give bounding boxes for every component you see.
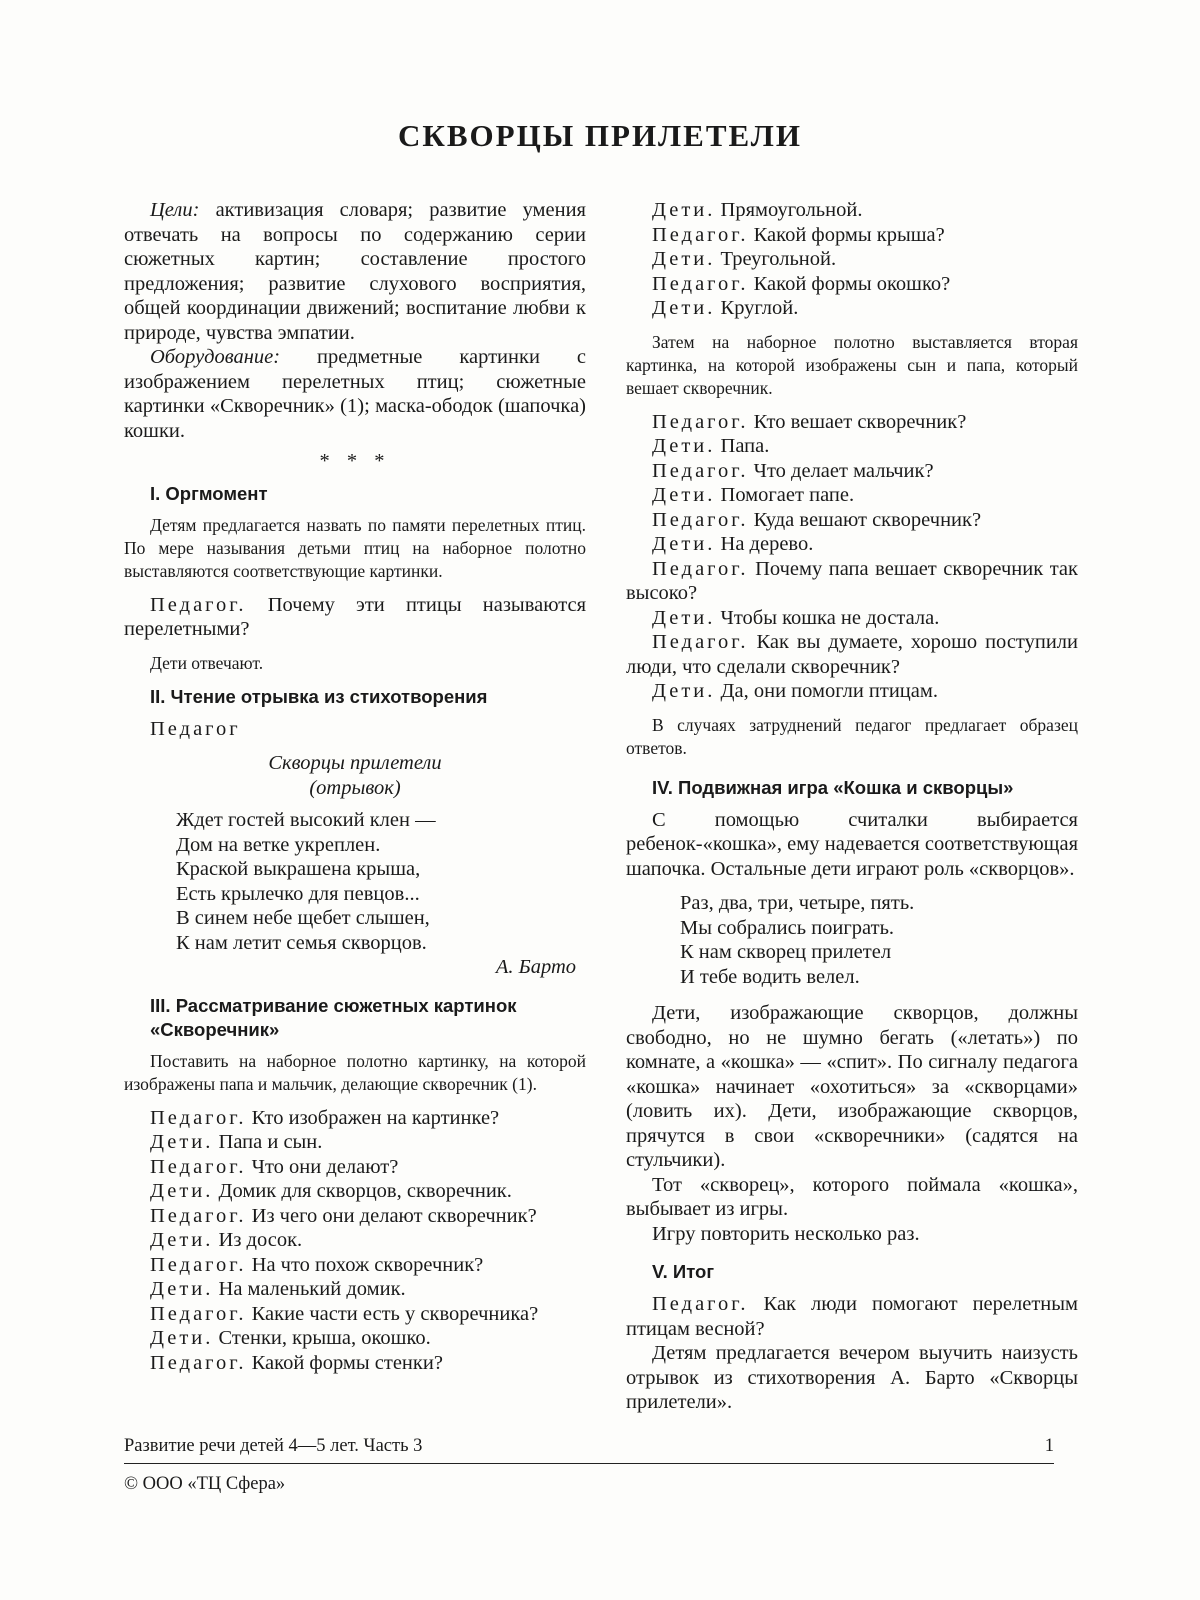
dialogue-line [626, 247, 1078, 272]
line-text: Какой формы окошко? [748, 272, 951, 295]
goals-text: активизация словаря; развитие умения отвечать на вопросы по содержанию серии сюжетных картин; составление простого предложения; развитие слухового восприятия, общей координации движений; воспитание любви к природе, чувства эмпатии. [124, 199, 586, 344]
line-text: Помогает папе. [715, 484, 855, 506]
line-text: Круглой. [715, 297, 799, 319]
line-text: Домик для скворцов, скворечник. [213, 1180, 512, 1202]
section-3-heading: III. Рассматривание сюжетных картинок «Скворечник» [150, 994, 517, 1040]
dialogue-line [626, 410, 1078, 435]
dialogue-line [124, 1253, 586, 1278]
speaker: Дети. [652, 680, 716, 702]
rhyme-line: Раз, два, три, четыре, пять. [680, 892, 915, 914]
speaker: Дети. [150, 1327, 214, 1349]
dialogue-line [626, 223, 1078, 248]
speaker: Дети. [652, 606, 716, 629]
speaker: Педагог. [150, 1106, 247, 1129]
dialogue-line [626, 272, 1078, 297]
poem-line: Есть крылечко для певцов... [176, 882, 420, 905]
equipment-label: Оборудование: [150, 346, 281, 368]
line-text: Из чего они делают скворечник? [246, 1204, 537, 1227]
page-footer [124, 1436, 1054, 1495]
line-text: Как люди помогают перелетным птицам весной? [626, 1293, 1078, 1340]
line-text: Папа. [715, 435, 770, 457]
book-title: Развитие речи детей 4—5 лет. Часть 3 [124, 1436, 423, 1456]
right-column [626, 198, 1078, 1415]
line-text: На маленький домик. [213, 1278, 406, 1300]
section-4-rule-2: Тот «скворец», которого поймала «кошка», выбывает из игры. [626, 1173, 1078, 1220]
speaker: Дети. [150, 1131, 214, 1153]
dialogue-line [124, 1326, 586, 1351]
speaker: Педагог. [652, 1293, 749, 1315]
line-text: Стенки, крыша, окошко. [213, 1327, 431, 1349]
dialogue-line [626, 459, 1078, 484]
poem-line: Ждет гостей высокий клен — [176, 809, 436, 831]
dialogue-line [626, 483, 1078, 508]
speaker: Педагог. [652, 272, 749, 295]
section-4-intro: С помощью считалки выбирается ребенок-«кошка», ему надевается соответствующая шапочка. Остальные дети играют роль «скворцов». [626, 808, 1078, 880]
section-5-task: Детям предлагается вечером выучить наизусть отрывок из стихотворения А. Барто «Скворцы прилетели». [626, 1342, 1078, 1413]
section-1-heading: I. Оргмомент [150, 482, 268, 504]
footer-row [124, 1436, 1054, 1464]
dialogue-line [124, 1179, 586, 1204]
dialogue-line [626, 606, 1078, 631]
speaker: Дети. [652, 533, 716, 555]
poem-subtitle: (отрывок) [309, 776, 401, 799]
line-text: Куда вешают скворечник? [748, 508, 982, 531]
dialogue-line [124, 1130, 586, 1155]
speaker: Педагог. [150, 1253, 247, 1276]
goals-label: Цели: [150, 199, 200, 221]
speaker: Педагог. [652, 631, 749, 653]
dialogue-right-2 [626, 410, 1078, 704]
speaker: Педагог. [652, 508, 749, 531]
dialogue-line [626, 679, 1078, 704]
line-text: Кто изображен на картинке? [246, 1106, 500, 1129]
speaker: Педагог. [150, 593, 247, 616]
dialogue-line [124, 1204, 586, 1229]
line-text: Какой формы стенки? [246, 1351, 443, 1374]
line-text: Прямоугольной. [715, 199, 863, 221]
section-3-note-3: В случаях затруднений педагог предлагает образец ответов. [626, 714, 1078, 758]
speaker: Дети. [652, 199, 716, 221]
dialogue-line [626, 508, 1078, 533]
dialogue-line [626, 1292, 1078, 1341]
line-text: Папа и сын. [213, 1131, 323, 1153]
line-text: Почему эти птицы называются перелетными? [124, 593, 586, 640]
speaker: Дети. [150, 1180, 214, 1202]
line-text: Что они делают? [246, 1155, 399, 1178]
rhyme-line: К нам скворец прилетел [680, 941, 892, 963]
speaker: Дети. [652, 435, 716, 457]
line-text: На что похож скворечник? [246, 1253, 484, 1276]
dialogue-line [626, 532, 1078, 557]
section-divider: * * * [319, 450, 391, 472]
speaker: Педагог. [652, 557, 749, 580]
dialogue-line [124, 1351, 586, 1376]
dialogue-line [626, 557, 1078, 606]
poem-title: Скворцы прилетели [268, 752, 442, 774]
speaker: Дети. [652, 484, 716, 506]
section-1-note: Детям предлагается назвать по памяти перелетных птиц. По мере называния детьми птиц на наборное полотно выставляются соответствующие картинки. [124, 514, 586, 581]
line-text: Да, они помогли птицам. [715, 680, 938, 702]
dialogue-line [124, 1155, 586, 1180]
speaker: Педагог. [652, 223, 749, 246]
speaker: Дети. [150, 1278, 214, 1300]
section-3-note: Поставить на наборное полотно картинку, на которой изображены папа и мальчик, делающие скворечник (1). [124, 1050, 586, 1094]
line-text: Что делает мальчик? [748, 459, 934, 482]
speaker: Педагог [150, 717, 241, 740]
poem-author: А. Барто [495, 956, 576, 978]
dialogue-line [124, 1277, 586, 1302]
poem-line: К нам летит семья скворцов. [176, 931, 427, 954]
speaker: Дети. [150, 1229, 214, 1251]
dialogue-line [124, 1228, 586, 1253]
dialogue-line [124, 1106, 586, 1131]
speaker: Педагог. [150, 1302, 247, 1325]
dialogue-line [626, 434, 1078, 459]
line-text: Треугольной. [715, 248, 837, 270]
dialogue-left [124, 1106, 586, 1376]
speaker: Дети. [652, 297, 716, 319]
counting-rhyme [680, 891, 1078, 989]
speaker: Педагог. [652, 410, 749, 433]
dialogue-line [124, 593, 586, 642]
page-number: 1 [1044, 1436, 1054, 1456]
speaker: Педагог. [150, 1204, 247, 1227]
left-column [124, 198, 586, 1375]
speaker: Дети. [652, 248, 716, 270]
section-3-note-2: Затем на наборное полотно выставляется вторая картинка, на которой изображены сын и папа, который вешает скворечник. [626, 331, 1078, 398]
page-title: СКВОРЦЫ ПРИЛЕТЕЛИ [398, 118, 802, 153]
poem-line: В синем небе щебет слышен, [176, 907, 430, 929]
speaker: Педагог. [652, 459, 749, 482]
dialogue-line [626, 296, 1078, 321]
dialogue-line [626, 630, 1078, 679]
section-1-children-note: Дети отвечают. [150, 652, 264, 673]
rhyme-line: И тебе водить велел. [680, 965, 860, 988]
dialogue-line [626, 198, 1078, 223]
line-text: На дерево. [715, 533, 814, 555]
goals-paragraph [124, 198, 586, 345]
line-text: Почему папа вешает скворечник так высоко? [626, 557, 1078, 604]
section-5-heading: V. Итог [652, 1261, 715, 1282]
poem-line: Дом на ветке укреплен. [176, 833, 381, 856]
line-text: Как вы думаете, хорошо поступили люди, что сделали скворечник? [626, 631, 1078, 678]
line-text: Чтобы кошка не достала. [715, 606, 940, 629]
line-text: Из досок. [213, 1229, 303, 1251]
dialogue-right-1 [626, 198, 1078, 321]
section-4-rule-3: Игру повторить несколько раз. [652, 1222, 920, 1245]
section-2-heading: II. Чтение отрывка из стихотворения [150, 685, 488, 707]
rhyme-line: Мы собрались поиграть. [680, 916, 895, 939]
line-text: Кто вешает скворечник? [748, 410, 967, 433]
copyright: © ООО «ТЦ Сфера» [124, 1474, 286, 1494]
line-text: Какой формы крыша? [748, 223, 945, 246]
speaker: Педагог. [150, 1155, 247, 1178]
section-4-heading: IV. Подвижная игра «Кошка и скворцы» [652, 776, 1014, 798]
equipment-paragraph [124, 345, 586, 443]
section-4-rules: Дети, изображающие скворцов, должны свободно, но не шумно бегать («летать») по комнате, а «кошка» — «спит». По сигналу педагога «кошка» начинает «охотиться» за «скворцами» (ловить их). Дети, изображающие скворцов, прячутся в свои «скворечники» (садятся на стульчики). [626, 1002, 1078, 1171]
dialogue-line [124, 1302, 586, 1327]
poem-line: Краской выкрашена крыша, [176, 858, 421, 880]
poem [176, 808, 586, 980]
equipment-text: предметные картинки с изображением перелетных птиц; сюжетные картинки «Скворечник» (1); маска-ободок (шапочка) кошки. [124, 346, 586, 442]
speaker: Педагог. [150, 1351, 247, 1374]
line-text: Какие части есть у скворечника? [246, 1302, 539, 1325]
